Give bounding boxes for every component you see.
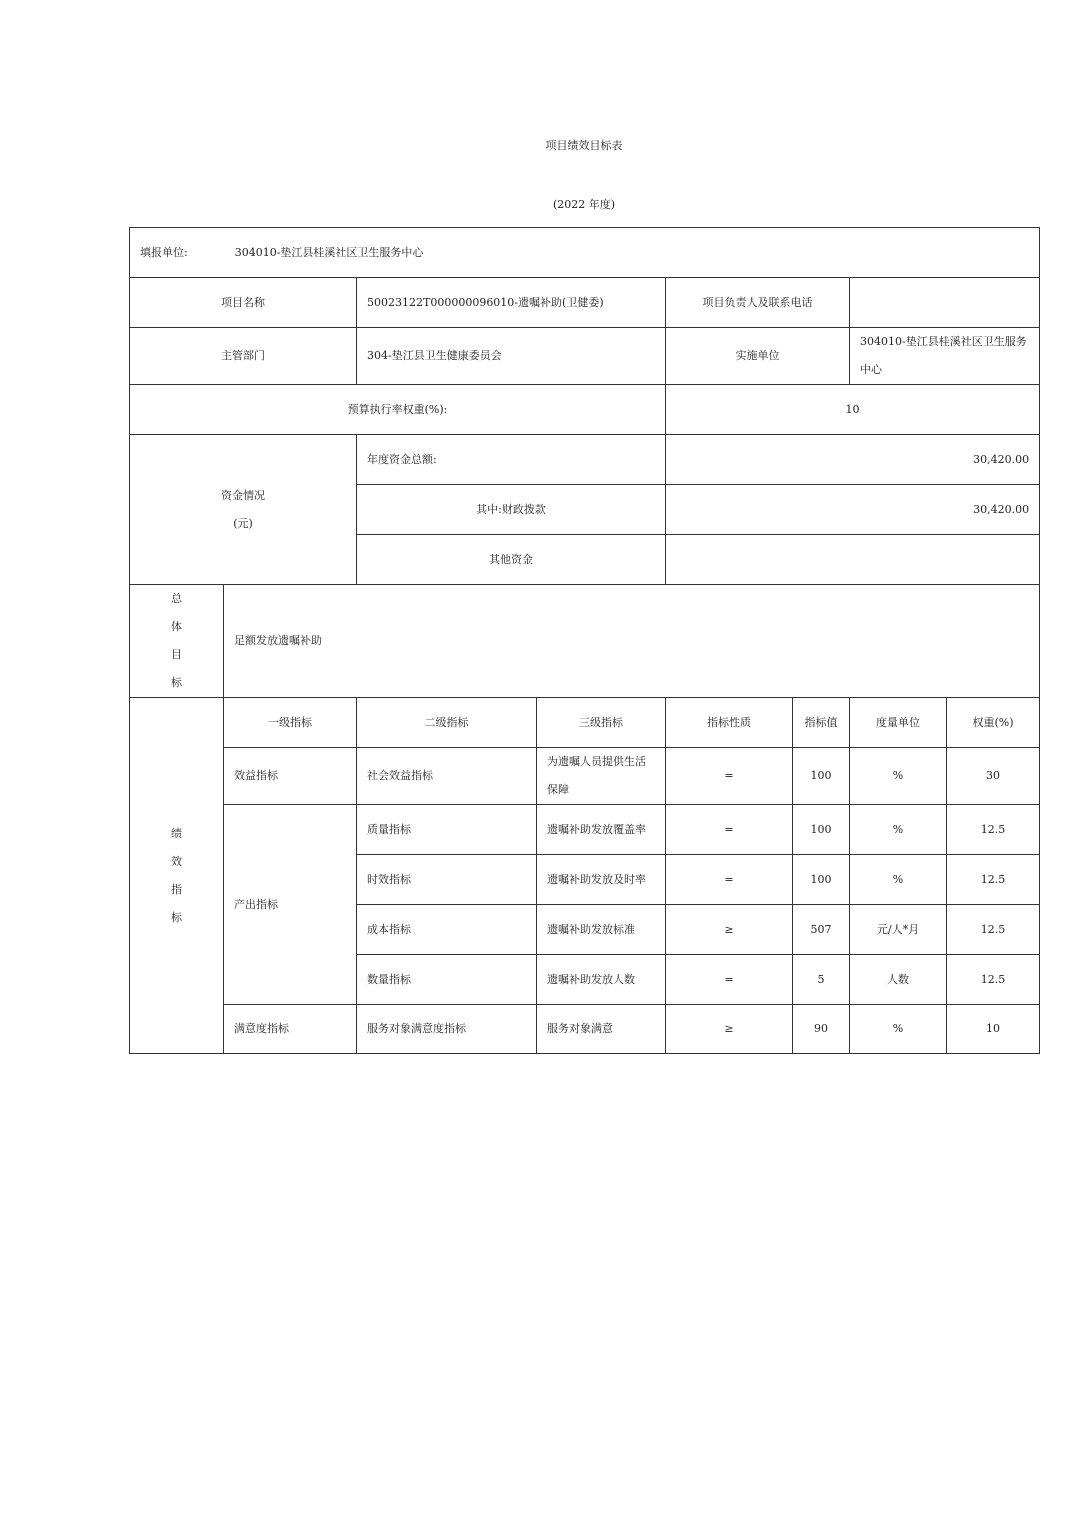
goal-label-char: 总 bbox=[171, 592, 182, 605]
header-level2: 二级指标 bbox=[357, 698, 537, 748]
funds-total-value: 30,420.00 bbox=[666, 435, 1040, 485]
row-value: 90 bbox=[793, 1005, 850, 1054]
row-unit: 元/人*月 bbox=[850, 905, 947, 955]
row-level1: 效益指标 bbox=[224, 748, 357, 805]
row-weight: 12.5 bbox=[947, 955, 1040, 1005]
header-unit: 度量单位 bbox=[850, 698, 947, 748]
budget-weight-value: 10 bbox=[666, 385, 1040, 435]
row-weight: 30 bbox=[947, 748, 1040, 805]
dept-label: 主管部门 bbox=[130, 328, 357, 385]
row-level2: 时效指标 bbox=[357, 855, 537, 905]
row-level1: 产出指标 bbox=[224, 805, 357, 1005]
goal-label-char: 体 bbox=[171, 620, 182, 633]
row-nature: = bbox=[666, 955, 793, 1005]
row-unit: % bbox=[850, 805, 947, 855]
row-level2: 成本指标 bbox=[357, 905, 537, 955]
indicators-label-char: 效 bbox=[171, 854, 182, 868]
funds-other-label: 其他资金 bbox=[357, 535, 666, 585]
row-nature: = bbox=[666, 855, 793, 905]
page-title: 项目绩效目标表 bbox=[545, 139, 623, 152]
performance-table bbox=[129, 227, 1040, 1054]
funds-label-line1: 资金情况 bbox=[221, 488, 265, 502]
funds-fiscal-value: 30,420.00 bbox=[666, 485, 1040, 535]
project-name-label: 项目名称 bbox=[130, 278, 357, 328]
funds-other-value bbox=[666, 535, 1040, 585]
reporting-unit-value: 304010-垫江县桂溪社区卫生服务中心 bbox=[234, 245, 424, 259]
dept-value: 304-垫江县卫生健康委员会 bbox=[357, 328, 666, 385]
row-value: 100 bbox=[793, 855, 850, 905]
reporting-unit-cell bbox=[130, 228, 1040, 278]
funds-label bbox=[130, 435, 357, 585]
budget-weight-label: 预算执行率权重(%): bbox=[130, 385, 666, 435]
funds-fiscal-label: 其中:财政拨款 bbox=[357, 485, 666, 535]
funds-label-line2: (元) bbox=[233, 516, 253, 530]
indicators-label bbox=[130, 698, 224, 1054]
row-weight: 12.5 bbox=[947, 805, 1040, 855]
goal-text: 足额发放遗嘱补助 bbox=[224, 585, 1040, 698]
header-nature: 指标性质 bbox=[666, 698, 793, 748]
header-level3: 三级指标 bbox=[537, 698, 666, 748]
row-level3: 遗嘱补助发放及时率 bbox=[537, 855, 666, 905]
row-nature: = bbox=[666, 748, 793, 805]
contact-label: 项目负责人及联系电话 bbox=[666, 278, 850, 328]
row-value: 5 bbox=[793, 955, 850, 1005]
table-row bbox=[130, 805, 1040, 855]
impl-label: 实施单位 bbox=[666, 328, 850, 385]
row-level3: 为遗嘱人员提供生活保障 bbox=[537, 748, 666, 805]
row-level2: 质量指标 bbox=[357, 805, 537, 855]
row-weight: 12.5 bbox=[947, 905, 1040, 955]
table-row bbox=[130, 1005, 1040, 1054]
row-level3: 服务对象满意 bbox=[537, 1005, 666, 1054]
row-nature: ≥ bbox=[666, 905, 793, 955]
row-weight: 10 bbox=[947, 1005, 1040, 1054]
table-row bbox=[130, 748, 1040, 805]
row-value: 507 bbox=[793, 905, 850, 955]
project-name-value: 50023122T000000096010-遗嘱补助(卫健委) bbox=[357, 278, 666, 328]
row-level2: 社会效益指标 bbox=[357, 748, 537, 805]
contact-value bbox=[850, 278, 1040, 328]
row-nature: ≥ bbox=[666, 1005, 793, 1054]
row-unit: % bbox=[850, 855, 947, 905]
row-unit: % bbox=[850, 748, 947, 805]
goal-label bbox=[130, 585, 224, 698]
row-level2: 服务对象满意度指标 bbox=[357, 1005, 537, 1054]
impl-value: 304010-垫江县桂溪社区卫生服务中心 bbox=[850, 328, 1040, 385]
row-weight: 12.5 bbox=[947, 855, 1040, 905]
year-label: (2022 年度) bbox=[552, 198, 616, 211]
funds-total-label: 年度资金总额: bbox=[357, 435, 666, 485]
reporting-unit-label: 填报单位: bbox=[140, 245, 188, 259]
indicators-label-char: 绩 bbox=[171, 826, 182, 840]
goal-label-char: 标 bbox=[171, 676, 182, 689]
row-unit: 人数 bbox=[850, 955, 947, 1005]
goal-label-char: 目 bbox=[171, 648, 182, 661]
row-level3: 遗嘱补助发放覆盖率 bbox=[537, 805, 666, 855]
header-level1: 一级指标 bbox=[224, 698, 357, 748]
row-level3: 遗嘱补助发放标准 bbox=[537, 905, 666, 955]
row-level1: 满意度指标 bbox=[224, 1005, 357, 1054]
indicators-label-char: 标 bbox=[171, 910, 182, 924]
row-level3: 遗嘱补助发放人数 bbox=[537, 955, 666, 1005]
indicators-label-char: 指 bbox=[171, 882, 182, 896]
header-value: 指标值 bbox=[793, 698, 850, 748]
header-weight: 权重(%) bbox=[947, 698, 1040, 748]
row-value: 100 bbox=[793, 748, 850, 805]
row-value: 100 bbox=[793, 805, 850, 855]
row-unit: % bbox=[850, 1005, 947, 1054]
row-level2: 数量指标 bbox=[357, 955, 537, 1005]
row-nature: = bbox=[666, 805, 793, 855]
